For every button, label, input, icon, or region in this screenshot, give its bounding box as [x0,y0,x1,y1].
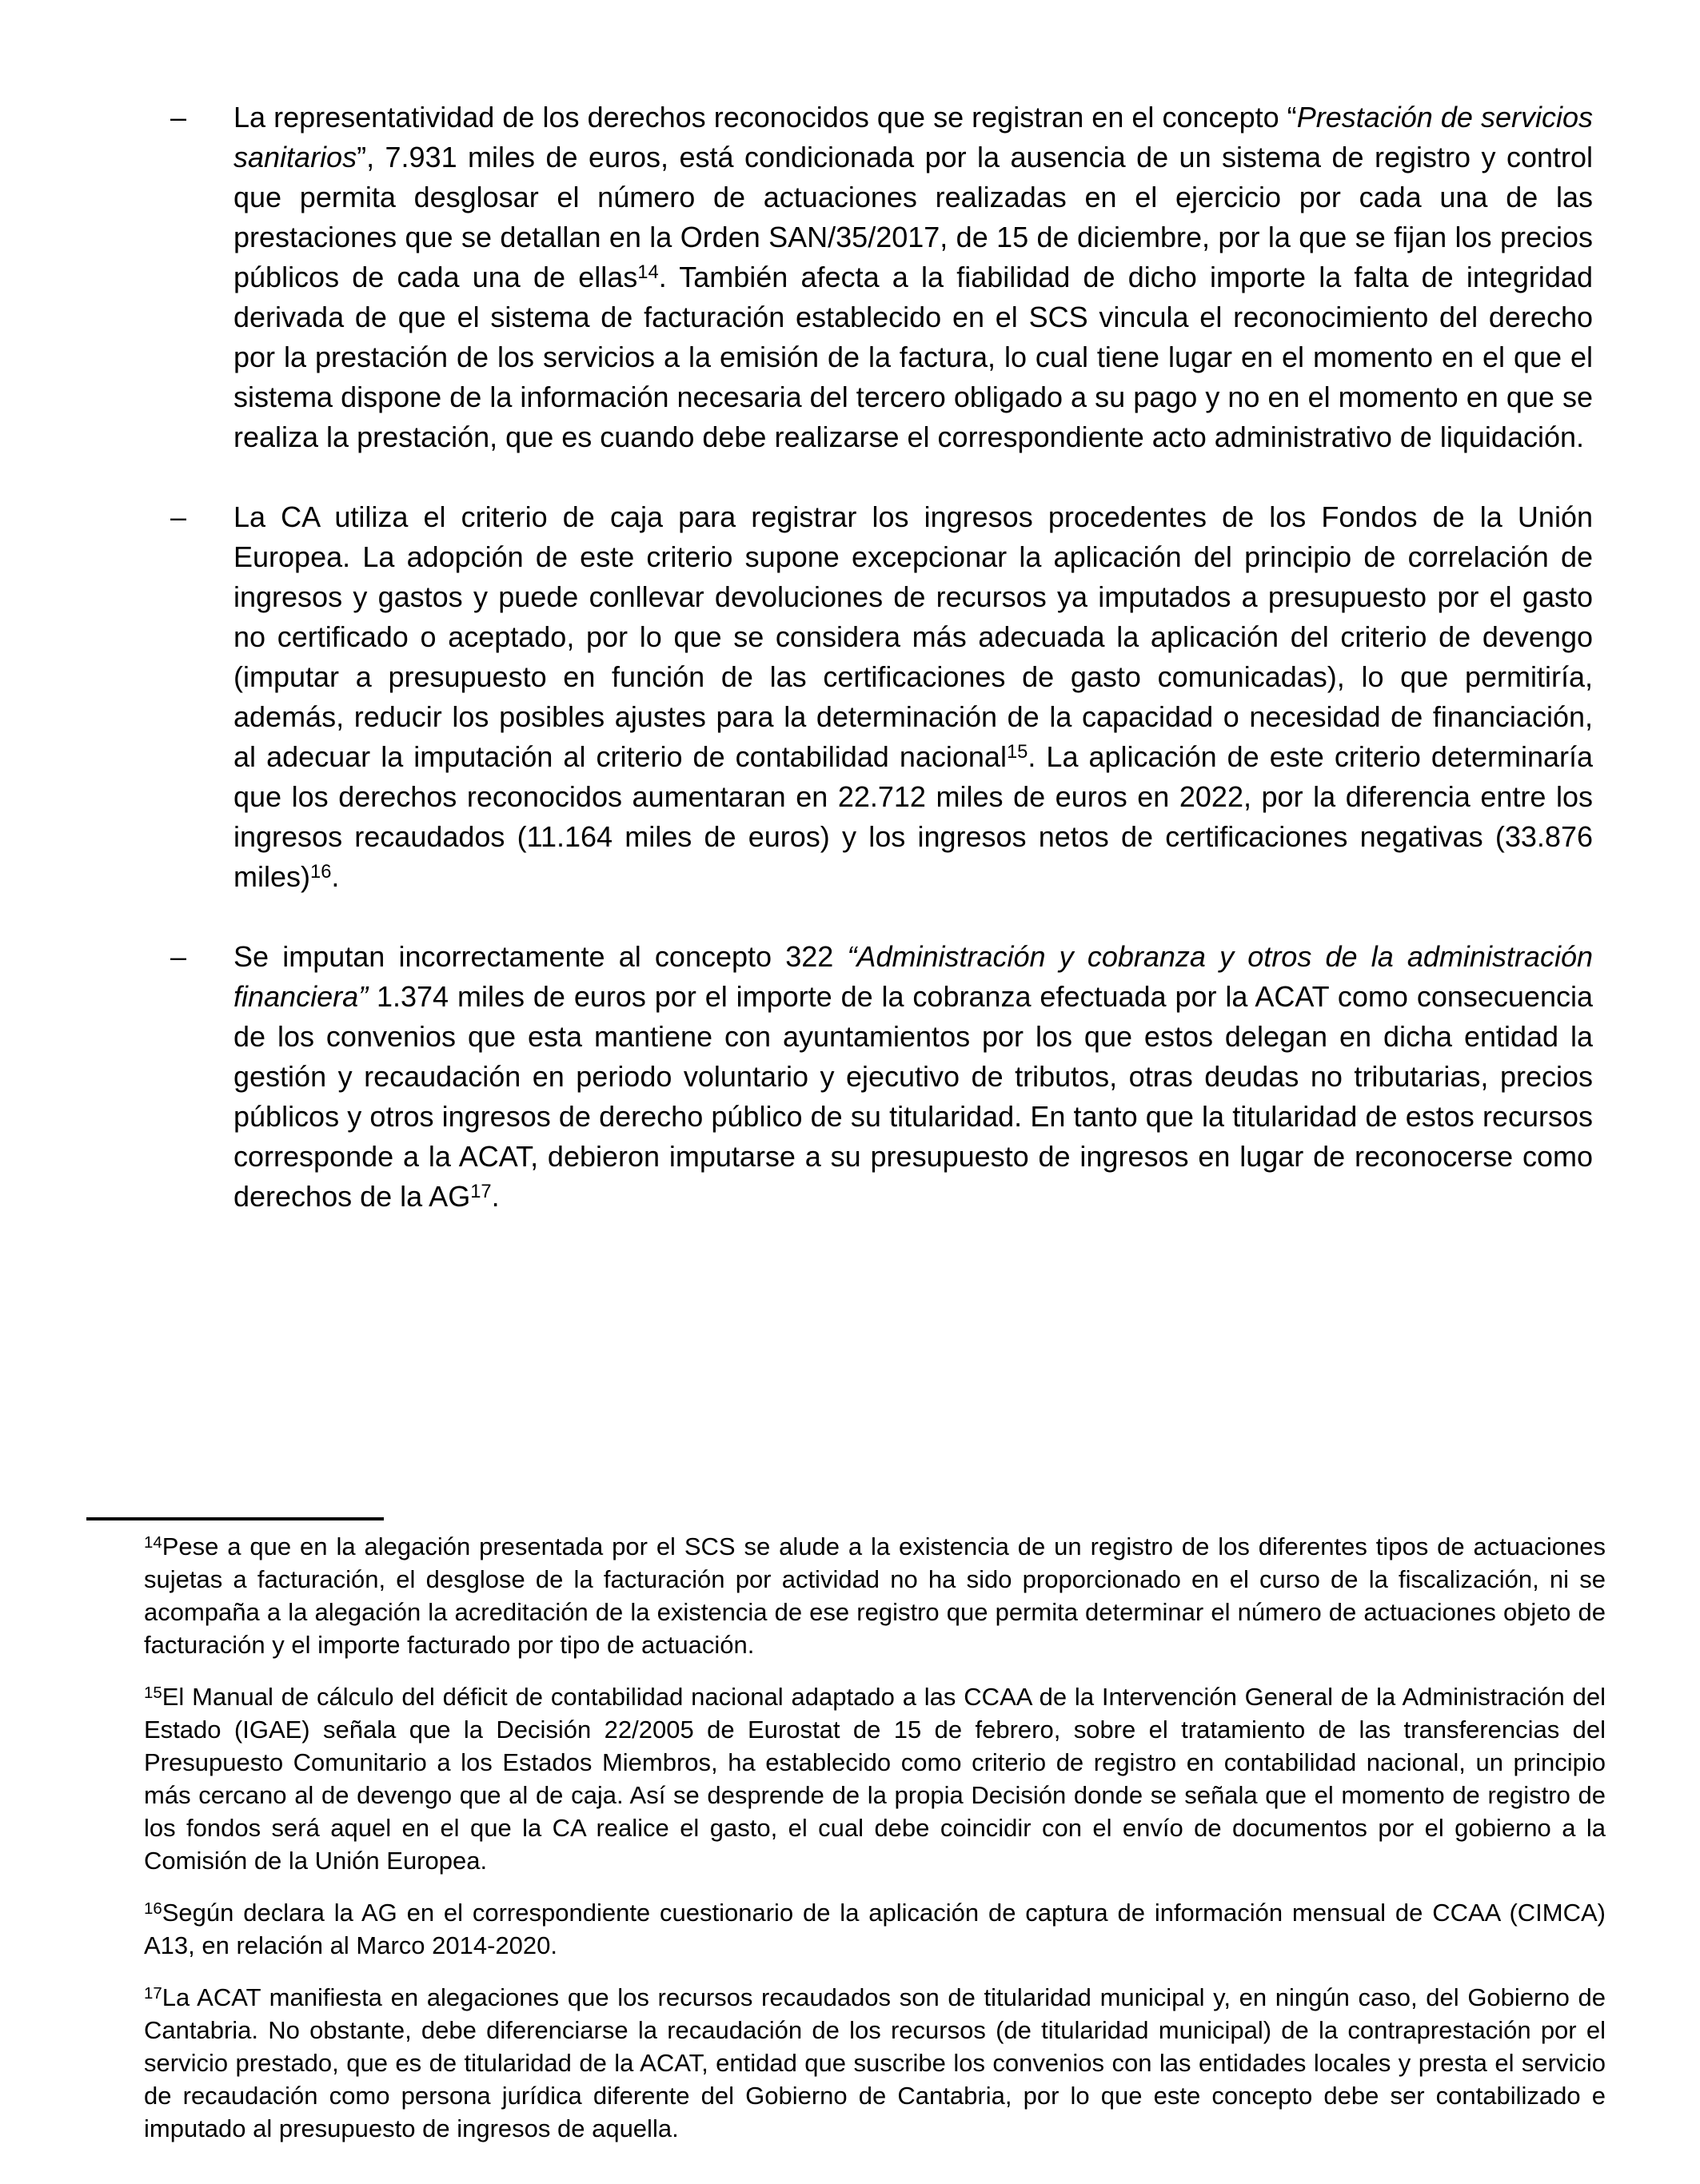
bullet-paragraph [170,497,1594,897]
footnote-separator-rule [86,1517,384,1520]
footnote [102,1530,1606,1661]
bullet-paragraph [170,937,1593,1217]
bullet-dash-icon: – [170,940,187,973]
bullet-paragraph [170,98,1593,457]
paragraph-text: La representatividad de los derechos reconocidos que se registran en el concepto “Prestación de servicios sanitarios”, 7.931 miles de euros, está condicionada por la ausencia de un sistema de registro y control que permita desglosar el número de actuaciones realizadas en el ejercicio por cada una de las prestaciones que se detallan en la Orden SAN/35/2017, de 15 de diciembre, por la que se fijan los precios públicos de cada una de ellas$^{14}$. También afecta a la fiabilidad de dicho importe la falta de integridad derivada de que el sistema de facturación establecido en el SCS vincula el reconocimiento del derecho por la prestación de los servicios a la emisión de la factura, lo cual tiene lugar en el momento en el que el sistema dispone de la información necesaria del tercero obligado a su pago y no en el momento en que se realiza la prestación, que es cuando debe realizarse el correspondiente acto administrativo de liquidación. [233,101,1593,453]
paragraph-text: Se imputan incorrectamente al concepto 322 “Administración y cobranza y otros de la administración financiera” 1.374 miles de euros por el importe de la cobranza efectuada por la ACAT como consecuencia de los convenios que esta mantiene con ayuntamientos por los que estos delegan en dicha entidad la gestión y recaudación en periodo voluntario y ejecutivo de tributos, otras deudas no tributarias, precios públicos y otros ingresos de derecho público de su titularidad. En tanto que la titularidad de estos recursos corresponde a la ACAT, debieron imputarse a su presupuesto de ingresos en lugar de reconocerse como derechos de la AG$^{17}$. [233,940,1593,1213]
footnote-number: 16 [144,1899,162,1918]
bullet-dash-icon: – [170,101,187,134]
bullet-dash-icon: – [170,500,187,533]
body-text-column [170,98,1594,1217]
paragraph-text: La CA utiliza el criterio de caja para registrar los ingresos procedentes de los Fondos de la Unión Europea. La adopción de este criterio supone excepcionar la aplicación del principio de correlación de ingresos y gastos y puede conllevar devoluciones de recursos ya imputados a presupuesto por el gasto no certificado o aceptado, por lo que se considera más adecuada la aplicación del criterio de devengo (imputar a presupuesto en función de las certificaciones de gasto comunicadas), lo que permitiría, además, reducir los posibles ajustes para la determinación de la capacidad o necesidad de financiación, al adecuar la imputación al criterio de contabilidad nacional$^{15}$. La aplicación de este criterio determinaría que los derechos reconocidos aumentaran en 22.712 miles de euros en 2022, por la diferencia entre los ingresos recaudados (11.164 miles de euros) y los ingresos netos de certificaciones negativas (33.876 miles)$^{16}$. [233,500,1594,893]
footnote [102,1680,1606,1877]
footnote [102,1981,1606,2145]
footnote-text: La ACAT manifiesta en alegaciones que los recursos recaudados son de titularidad municipal y, en ningún caso, del Gobierno de Cantabria. No obstante, debe diferenciarse la recaudación de los recursos (de titularidad municipal) de la contraprestación por el servicio prestado, que es de titularidad de la ACAT, entidad que suscribe los convenios con las entidades locales y presta el servicio de recaudación como persona jurídica diferente del Gobierno de Cantabria, por lo que este concepto debe ser contabilizado e imputado al presupuesto de ingresos de aquella. [144,1983,1606,2142]
footnote-number: 17 [144,1983,162,2003]
footnote-number: 14 [144,1532,162,1552]
footnote-text: El Manual de cálculo del déficit de contabilidad nacional adaptado a las CCAA de la Intervención General de la Administración del Estado (IGAE) señala que la Decisión 22/2005 de Eurostat de 15 de febrero, sobre el tratamiento de las transferencias del Presupuesto Comunitario a los Estados Miembros, ha establecido como criterio de registro en contabilidad nacional, un principio más cercano al de devengo que al de caja. Así se desprende de la propia Decisión donde se señala que el momento de registro de los fondos será aquel en el que la CA realice el gasto, el cual debe coincidir con el envío de documentos por el gobierno a la Comisión de la Unión Europea. [144,1683,1606,1875]
footnote [102,1896,1606,1962]
footnote-number: 15 [144,1683,162,1702]
footnote-text: Según declara la AG en el correspondiente cuestionario de la aplicación de captura de información mensual de CCAA (CIMCA) A13, en relación al Marco 2014-2020. [144,1899,1606,1959]
footnote-text: Pese a que en la alegación presentada por el SCS se alude a la existencia de un registro de los diferentes tipos de actuaciones sujetas a facturación, el desglose de la facturación por actividad no ha sido proporcionado en el curso de la fiscalización, ni se acompaña a la alegación la acreditación de la existencia de ese registro que permita determinar el número de actuaciones objeto de facturación y el importe facturado por tipo de actuación. [144,1532,1606,1659]
footnotes-section [102,1530,1606,2145]
